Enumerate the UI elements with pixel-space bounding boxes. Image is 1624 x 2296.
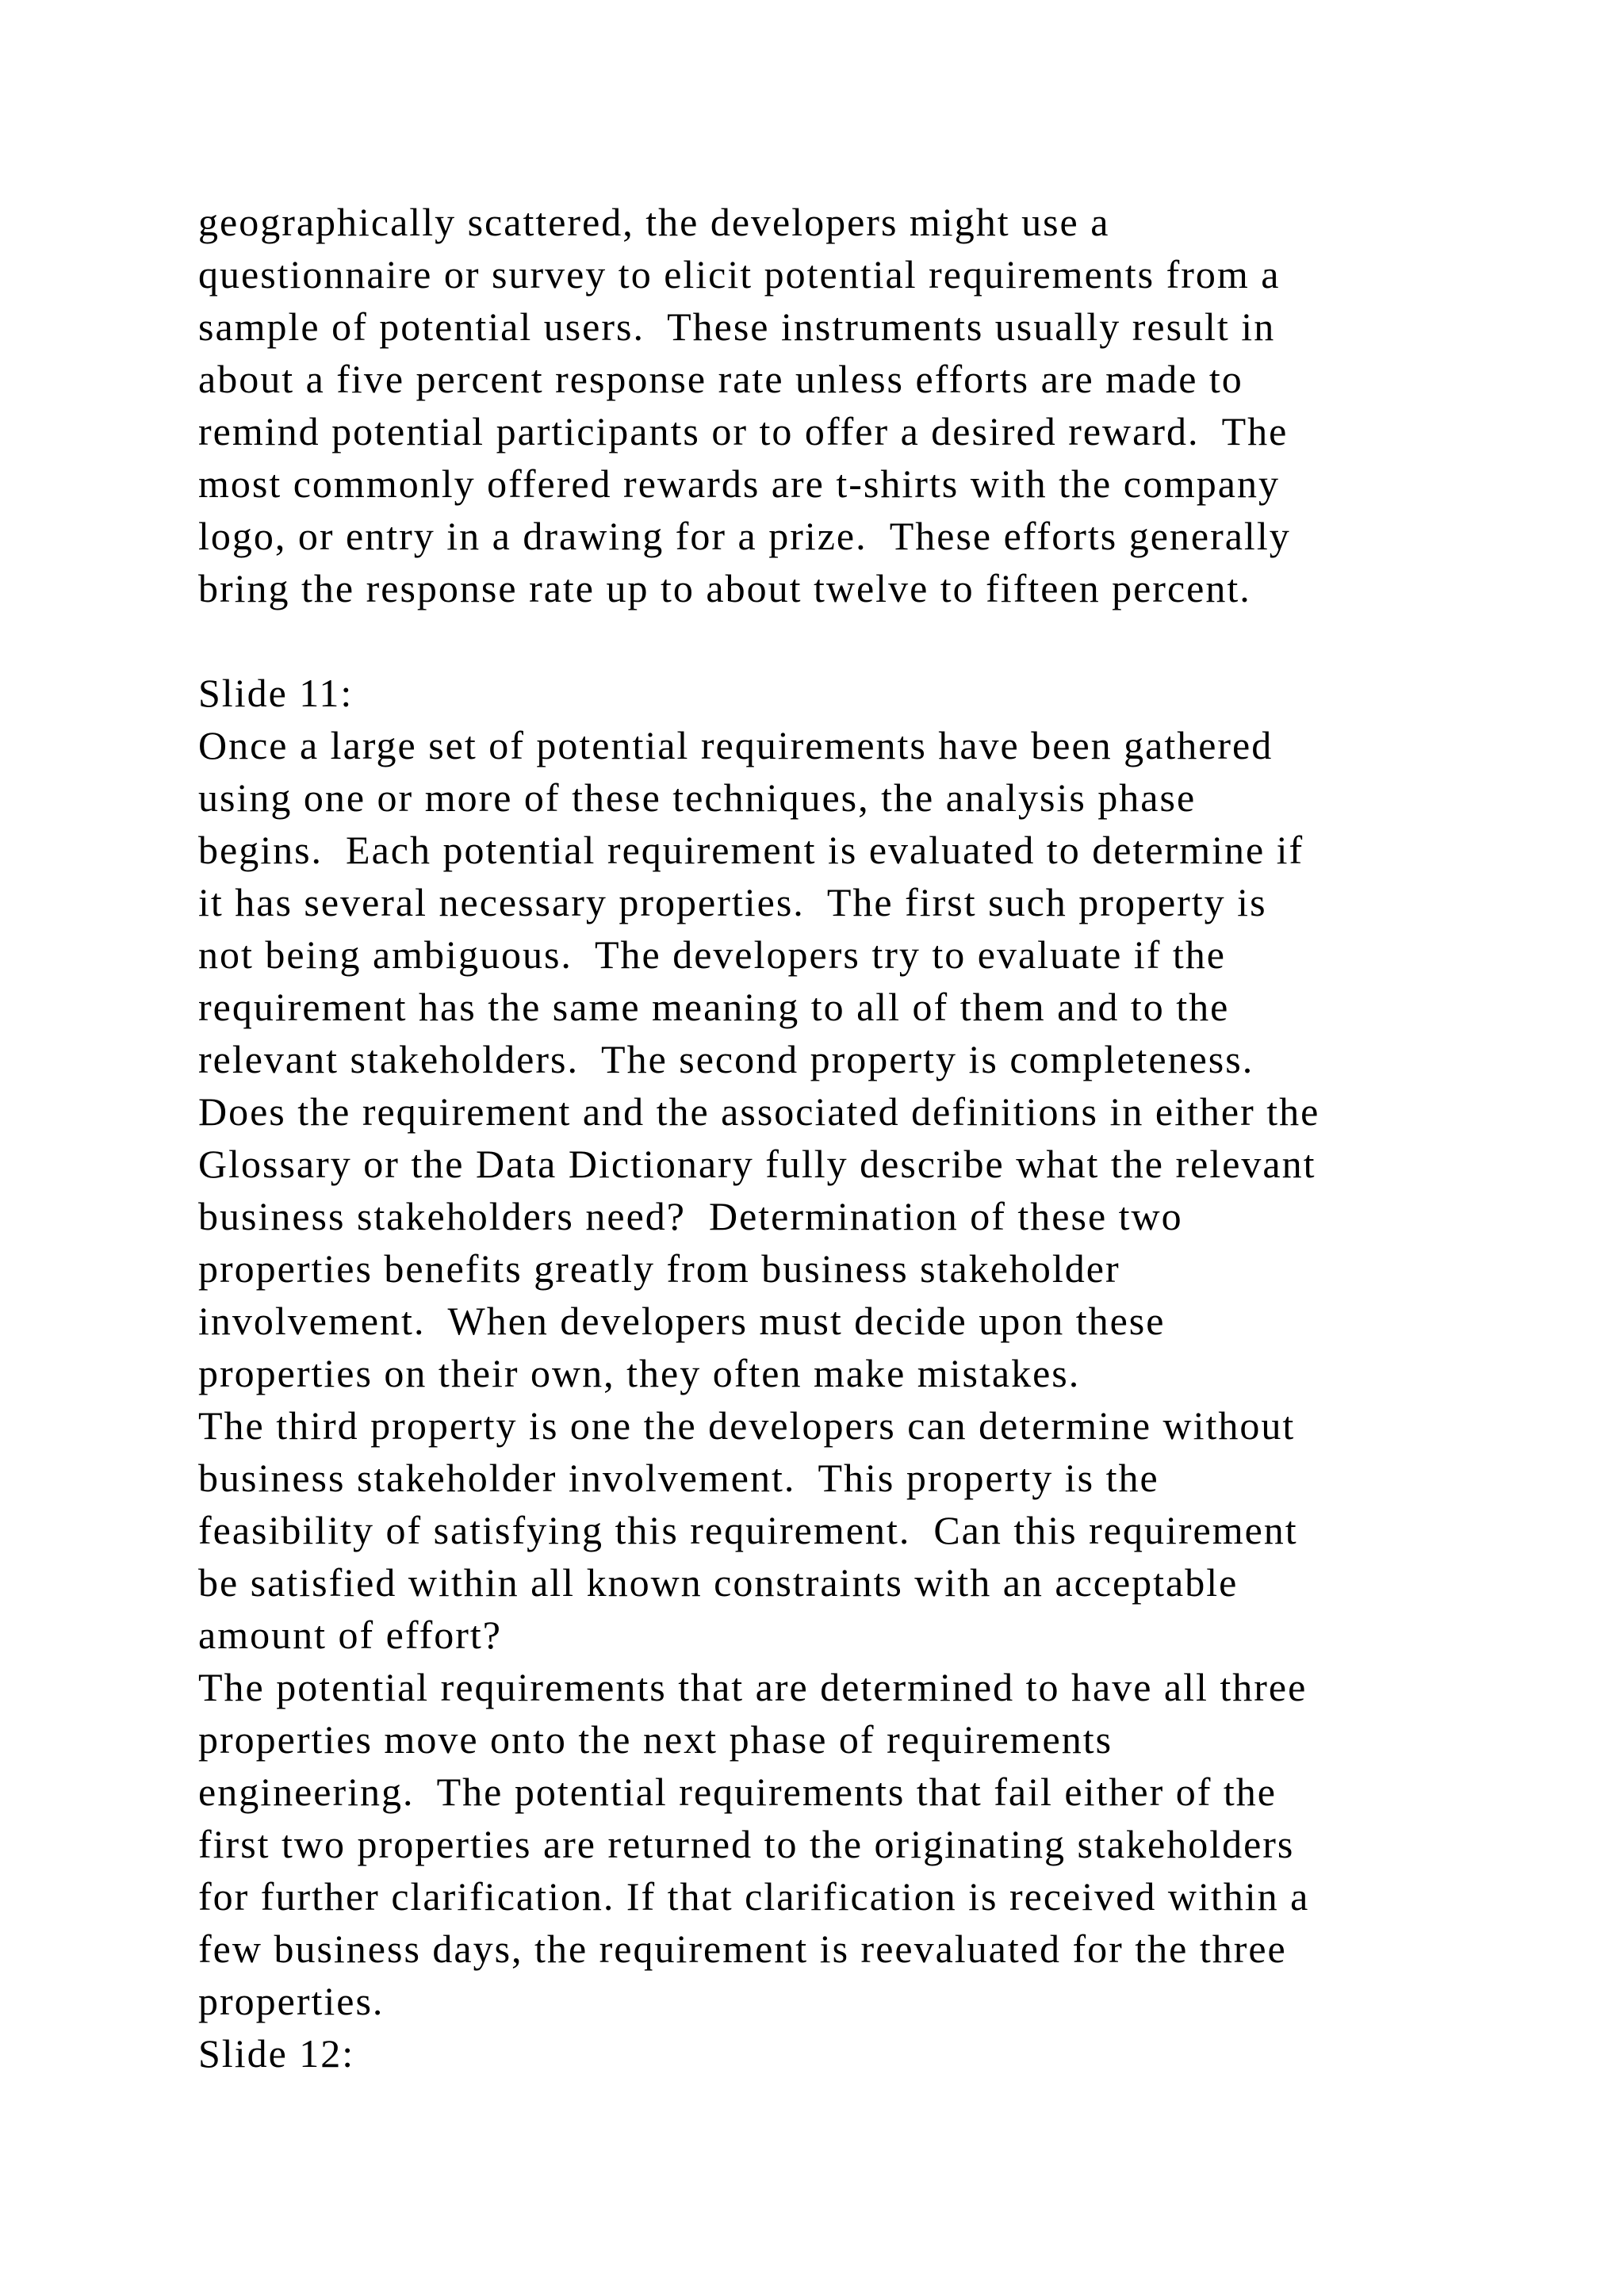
paragraph-spacer — [198, 614, 1546, 667]
text-line: sample of potential users. These instruments usually result in — [198, 304, 1276, 349]
text-line: properties. — [198, 1979, 385, 2023]
text-line: it has several necessary properties. The first such property is — [198, 880, 1267, 924]
text-line: begins. Each potential requirement is evaluated to determine if — [198, 828, 1304, 872]
text-line: not being ambiguous. The developers try to evaluate if the — [198, 932, 1226, 977]
document-body-text — [198, 196, 1546, 2080]
text-line: properties on their own, they often make mistakes. — [198, 1351, 1081, 1395]
text-line: few business days, the requirement is reevaluated for the three — [198, 1927, 1287, 1971]
text-line: business stakeholder involvement. This property is the — [198, 1456, 1159, 1500]
text-line: using one or more of these techniques, the analysis phase — [198, 775, 1197, 820]
text-line: relevant stakeholders. The second property is completeness. — [198, 1037, 1254, 1081]
text-line: for further clarification. If that clarification is received within a — [198, 1874, 1310, 1919]
text-line: most commonly offered rewards are t-shirts with the company — [198, 461, 1280, 506]
text-line: business stakeholders need? Determination of these two — [198, 1194, 1183, 1238]
text-line: logo, or entry in a drawing for a prize. These efforts generally — [198, 514, 1291, 558]
text-line: involvement. When developers must decide upon these — [198, 1299, 1166, 1343]
text-line: about a five percent response rate unless efforts are made to — [198, 357, 1243, 401]
text-line: feasibility of satisfying this requirement. Can this requirement — [198, 1508, 1298, 1552]
text-line: geographically scattered, the developers might use a — [198, 200, 1110, 244]
text-line: first two properties are returned to the originating stakeholders — [198, 1822, 1295, 1866]
text-line: properties benefits greatly from business stakeholder — [198, 1246, 1120, 1291]
text-line: requirement has the same meaning to all of them and to the — [198, 985, 1230, 1029]
text-line: The third property is one the developers can determine without — [198, 1403, 1296, 1448]
text-line: bring the response rate up to about twelve to fifteen percent. — [198, 566, 1251, 610]
text-line: amount of effort? — [198, 1613, 502, 1657]
text-line: engineering. The potential requirements that fail either of the — [198, 1770, 1277, 1814]
slide-heading: Slide 11: — [198, 671, 354, 715]
text-line: properties move onto the next phase of requirements — [198, 1717, 1113, 1762]
text-line: questionnaire or survey to elicit potential requirements from a — [198, 252, 1281, 297]
text-line: remind potential participants or to offer a desired reward. The — [198, 409, 1289, 453]
slide-heading: Slide 12: — [198, 2031, 355, 2076]
text-line: Once a large set of potential requirements have been gathered — [198, 723, 1274, 767]
text-line: Glossary or the Data Dictionary fully describe what the relevant — [198, 1142, 1316, 1186]
text-line: Does the requirement and the associated definitions in either the — [198, 1089, 1320, 1134]
text-line: The potential requirements that are determined to have all three — [198, 1665, 1308, 1709]
text-line: be satisfied within all known constraints with an acceptable — [198, 1560, 1239, 1605]
